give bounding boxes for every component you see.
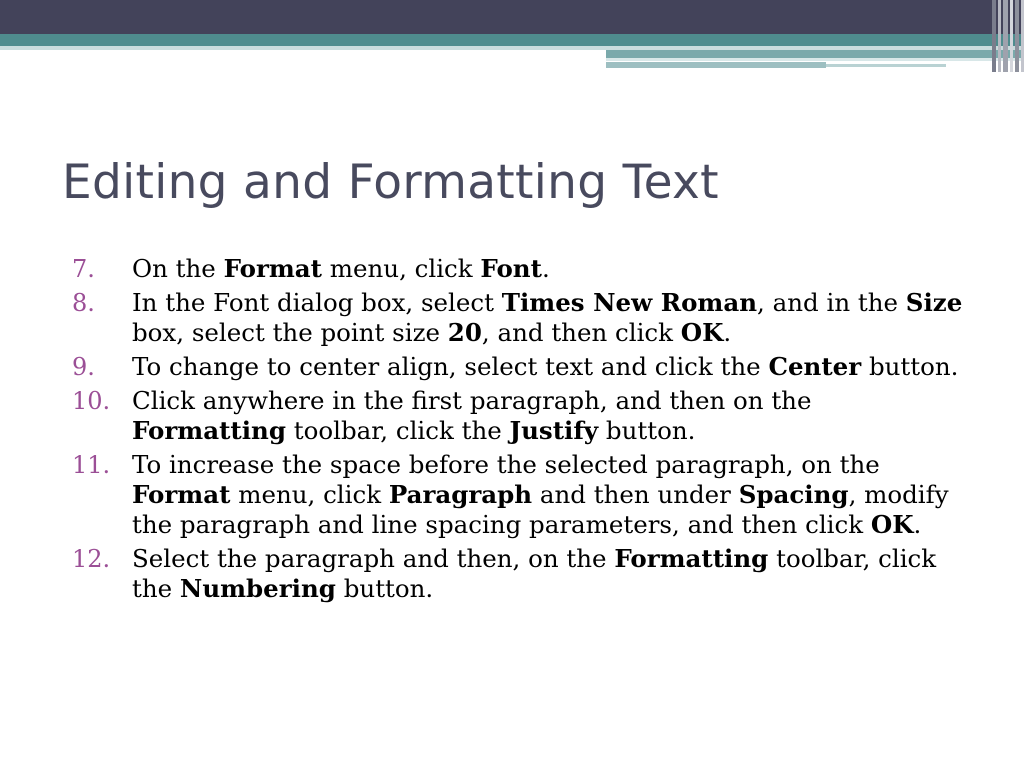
text-run: To change to center align, select text and click the (132, 352, 769, 381)
bold-term: Spacing (738, 480, 849, 509)
instruction-list (72, 254, 972, 608)
list-item (72, 386, 972, 446)
list-item-text (132, 450, 972, 540)
header-accent-band (0, 34, 1024, 46)
text-run: toolbar, click the (132, 544, 937, 603)
list-item-number: 8. (72, 289, 95, 317)
slide-title: Editing and Formatting Text (62, 155, 719, 210)
bold-term: Format (132, 480, 231, 509)
header-step-line (606, 50, 1024, 58)
text-run: menu, click (322, 254, 481, 283)
bold-term: Size (905, 288, 963, 317)
text-run: . (541, 254, 550, 283)
bold-term: Times New Roman (501, 288, 758, 317)
list-item-text (132, 544, 972, 604)
list-item (72, 288, 972, 348)
list-item-text (132, 386, 972, 446)
text-run: menu, click (230, 480, 389, 509)
bold-term: 20 (447, 318, 482, 347)
list-item-number: 7. (72, 255, 95, 283)
text-run: . (913, 510, 922, 539)
bold-term: Format (223, 254, 322, 283)
list-item-text (132, 288, 972, 348)
text-run: button. (598, 416, 696, 445)
list-item-number: 9. (72, 353, 95, 381)
list-item-number: 11. (72, 451, 111, 479)
bold-term: Center (768, 352, 862, 381)
header-bar (0, 0, 1024, 34)
header-step-line (826, 64, 946, 67)
text-run: Click anywhere in the first paragraph, and then on the (132, 386, 812, 415)
text-run: In the Font dialog box, select (132, 288, 502, 317)
header-step-line (606, 62, 826, 68)
text-run: box, select the point size (132, 318, 448, 347)
bold-term: Font (480, 254, 542, 283)
text-run: On the (132, 254, 224, 283)
bold-term: Numbering (179, 574, 336, 603)
bold-term: Justify (509, 416, 599, 445)
text-run: To increase the space before the selected paragraph, on the (132, 450, 880, 479)
bold-term: OK (870, 510, 914, 539)
text-run: button. (335, 574, 434, 603)
list-item (72, 254, 972, 284)
list-item (72, 544, 972, 604)
text-run: Select the paragraph and then, on the (132, 544, 615, 573)
list-item-text (132, 352, 972, 382)
list-item (72, 450, 972, 540)
text-run: . (723, 318, 732, 347)
list-item-text (132, 254, 972, 284)
text-run: , modify the paragraph and line spacing parameters, and then click (132, 480, 949, 539)
text-run: , and in the (757, 288, 906, 317)
bold-term: OK (680, 318, 724, 347)
bold-term: Formatting (614, 544, 769, 573)
header-step-line (606, 58, 1024, 61)
text-run: and then under (532, 480, 739, 509)
text-run: button. (861, 352, 959, 381)
header-vertical-stripes (992, 0, 1024, 72)
text-run: toolbar, click the (286, 416, 510, 445)
list-item-number: 12. (72, 545, 111, 573)
list-item (72, 352, 972, 382)
list-item-number: 10. (72, 387, 111, 415)
bold-term: Formatting (132, 416, 286, 445)
bold-term: Paragraph (388, 480, 533, 509)
text-run: , and then click (481, 318, 681, 347)
